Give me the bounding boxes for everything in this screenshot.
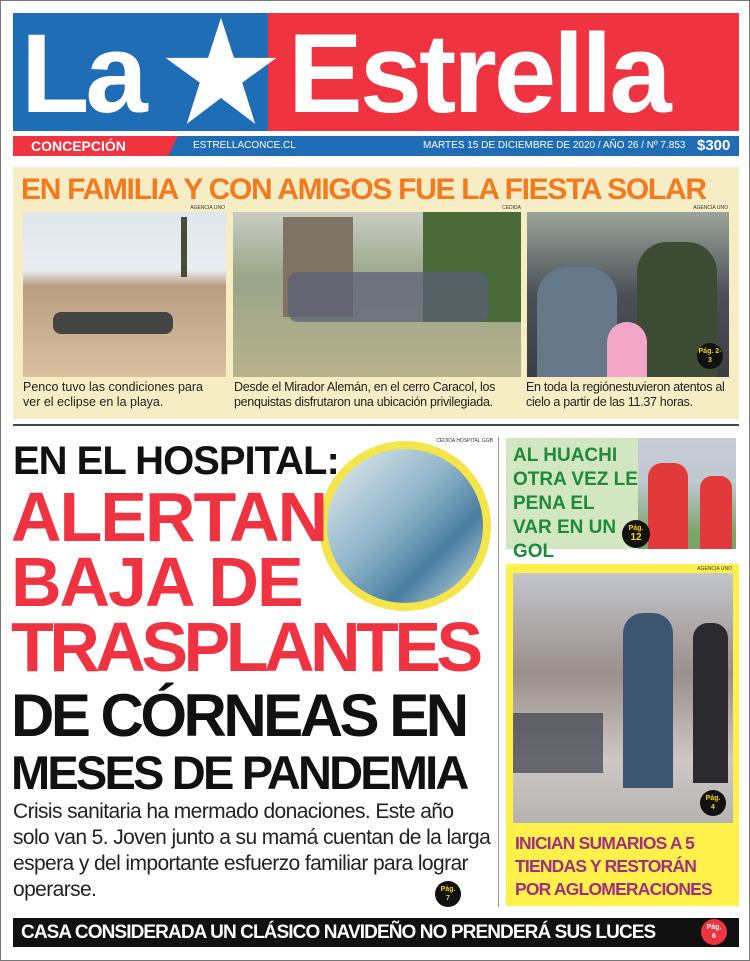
page-number: Pág. 2-3 xyxy=(698,348,722,364)
football-photo xyxy=(638,438,736,549)
masthead xyxy=(13,11,739,136)
city-label: CONCEPCIÓN xyxy=(31,138,126,154)
photo-credit: AGENCIA UNO xyxy=(693,205,728,211)
street-photo xyxy=(513,573,733,823)
page-badge[interactable] xyxy=(435,881,461,907)
dateline: MARTES 15 DE DICIEMBRE DE 2020 / AÑO 26 / Nº 7.853 xyxy=(423,140,686,151)
main-headline-2: BAJA DE xyxy=(11,543,302,621)
sports-headline: AL HUACHI OTRA VEZ LE PENA EL VAR EN UN GOL xyxy=(513,445,638,562)
main-headline-3: TRASPLANTES xyxy=(11,608,479,686)
page-number: 12 xyxy=(630,532,642,543)
page-badge[interactable] xyxy=(622,520,650,548)
masthead-title-left: La xyxy=(21,11,144,136)
photo-credit: AGENCIA UNO xyxy=(190,205,225,211)
page-number: 7 xyxy=(446,895,450,902)
stores-headline: INICIAN SUMARIOS A 5 TIENDAS Y RESTORÁN POR AGLOMERACIONES xyxy=(515,833,712,899)
photo-credit: CEDIDA HOSPITAL GGB xyxy=(436,438,493,444)
solar-headline: EN FAMILIA Y CON AMIGOS FUE LA FIESTA SOLAR xyxy=(21,173,706,206)
footer-headline: CASA CONSIDERADA UN CLÁSICO NAVIDEÑO NO PRENDERÁ SUS LUCES xyxy=(21,922,656,943)
website-link[interactable]: ESTRELLACONCE.CL xyxy=(193,140,296,151)
main-headline-4: DE CÓRNEAS EN xyxy=(11,682,466,749)
page-badge[interactable] xyxy=(700,790,726,816)
page-badge[interactable] xyxy=(701,919,727,945)
main-kicker: EN EL HOSPITAL: xyxy=(13,439,339,483)
main-headline-5: MESES DE PANDEMIA xyxy=(11,746,467,799)
stores-box xyxy=(506,564,739,906)
photo-credit: AGENCIA UNO xyxy=(697,566,732,572)
star-icon xyxy=(161,13,281,131)
footer-bar xyxy=(13,918,739,947)
page-number: 4 xyxy=(711,804,715,811)
photo-credit: CEDIDA xyxy=(502,205,521,211)
page-label: Pág. xyxy=(706,924,722,931)
price: $300 xyxy=(697,137,731,154)
page-label: Pág. xyxy=(628,525,644,532)
photo-caption: En toda la regiónestuvieron atentos al cielo a partir de las 11.37 horas. xyxy=(526,380,725,409)
divider xyxy=(13,424,739,426)
photo-caption: Desde el Mirador Alemán, en el cerro Caracol, los penquistas disfrutaron una ubicación privilegiada. xyxy=(234,380,496,409)
masthead-title-right: Estrella xyxy=(288,11,669,136)
main-body: Crisis sanitaria ha mermado donaciones. Este año solo van 5. Joven junto a su mamá cuentan de la larga espera y del importante esfuerzo familiar para lograr operarse. xyxy=(13,800,491,901)
solar-section xyxy=(13,167,739,419)
page-badge[interactable] xyxy=(697,343,723,369)
column-rule xyxy=(498,437,499,907)
dateline-bar xyxy=(13,136,739,156)
sports-box xyxy=(506,438,736,562)
page-label: Pág. xyxy=(705,795,721,802)
page-label: Pág. xyxy=(440,886,456,893)
beach-photo xyxy=(23,212,226,377)
main-headline-1: ALERTAN xyxy=(11,478,327,556)
hospital-photo xyxy=(319,441,491,611)
page-number: 6 xyxy=(712,933,716,940)
mirador-photo xyxy=(233,212,521,377)
photo-caption: Penco tuvo las condiciones para ver el eclipse en la playa. xyxy=(23,380,203,409)
